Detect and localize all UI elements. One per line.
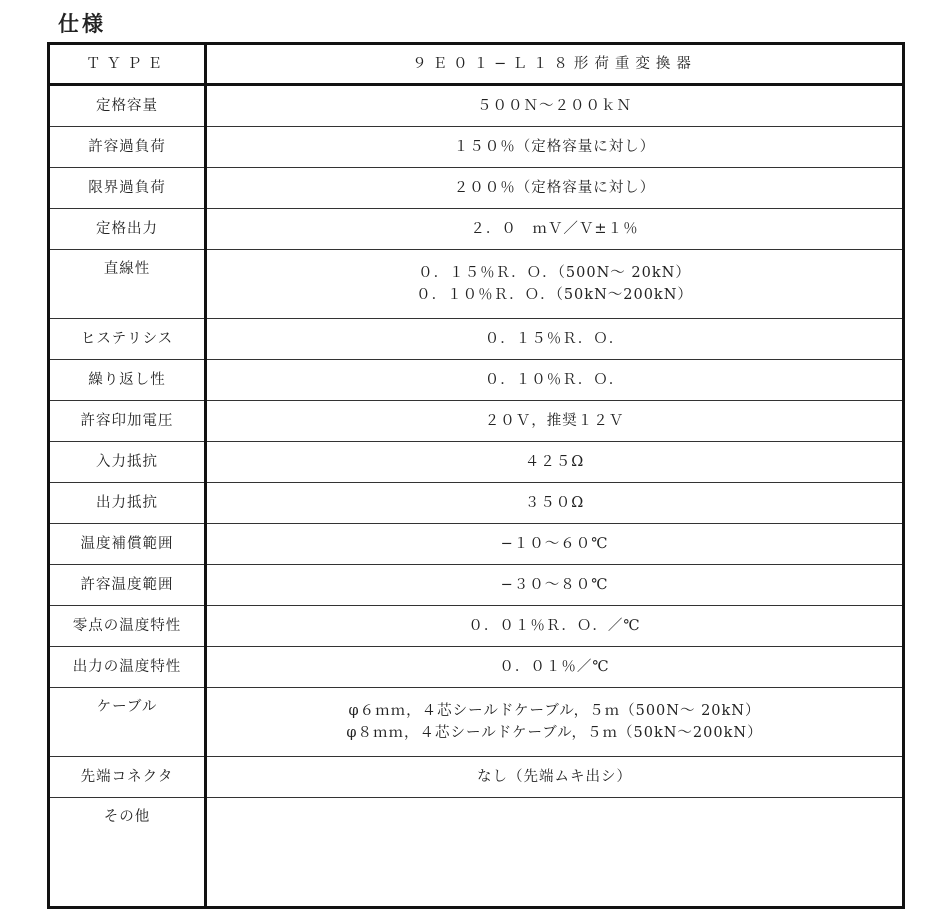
row-label: 許容温度範囲 <box>49 565 206 606</box>
table-row-type <box>49 44 904 85</box>
row-value-line: φ６ｍｍ，４芯シールドケーブル，５ｍ（500N～ 20kN） <box>348 703 761 719</box>
row-label: ケーブル <box>49 688 206 757</box>
row-label: その他 <box>49 798 206 908</box>
table-row <box>49 360 904 401</box>
row-value: ５００Ｎ～２００ｋＮ <box>206 85 904 127</box>
row-label: 定格容量 <box>49 85 206 127</box>
row-value: ０．０１％Ｒ．Ｏ．／℃ <box>206 606 904 647</box>
spec-table <box>47 42 905 909</box>
row-value-line: ０．１５％Ｒ．Ｏ．（500N～ 20kN） <box>418 265 691 281</box>
row-value: −１０～６０℃ <box>206 524 904 565</box>
row-label: 直線性 <box>49 250 206 319</box>
row-label: 入力抵抗 <box>49 442 206 483</box>
row-label: 出力の温度特性 <box>49 647 206 688</box>
row-value: １５０％（定格容量に対し） <box>206 127 904 168</box>
row-value: −３０～８０℃ <box>206 565 904 606</box>
row-value: ２００％（定格容量に対し） <box>206 168 904 209</box>
table-row <box>49 757 904 798</box>
row-label: ヒステリシス <box>49 319 206 360</box>
row-value <box>206 688 904 757</box>
table-row <box>49 483 904 524</box>
table-row <box>49 524 904 565</box>
row-label: 先端コネクタ <box>49 757 206 798</box>
table-row <box>49 85 904 127</box>
table-row <box>49 647 904 688</box>
type-label: ＴＹＰＥ <box>49 44 206 85</box>
table-row <box>49 209 904 250</box>
row-label: 温度補償範囲 <box>49 524 206 565</box>
table-row <box>49 401 904 442</box>
row-value-line: ０．１０％Ｒ．Ｏ．（50kN～200kN） <box>416 287 693 303</box>
table-row <box>49 442 904 483</box>
row-value: ０．１５％Ｒ．Ｏ． <box>206 319 904 360</box>
row-label: 許容印加電圧 <box>49 401 206 442</box>
table-row <box>49 565 904 606</box>
row-label: 限界過負荷 <box>49 168 206 209</box>
row-label: 許容過負荷 <box>49 127 206 168</box>
table-row <box>49 127 904 168</box>
row-value: ２０Ｖ，推奨１２Ｖ <box>206 401 904 442</box>
table-row <box>49 319 904 360</box>
table-row <box>49 168 904 209</box>
row-value: ０．１０％Ｒ．Ｏ． <box>206 360 904 401</box>
row-label: 定格出力 <box>49 209 206 250</box>
row-value: ４２５Ω <box>206 442 904 483</box>
row-value: ３５０Ω <box>206 483 904 524</box>
table-row <box>49 688 904 757</box>
row-value: なし（先端ムキ出シ） <box>206 757 904 798</box>
row-value-line: φ８ｍｍ，４芯シールドケーブル，５ｍ（50kN～200kN） <box>346 725 763 741</box>
row-value: ２．０ ｍＶ／Ｖ±１％ <box>206 209 904 250</box>
table-row <box>49 606 904 647</box>
table-row <box>49 250 904 319</box>
page-title: 仕様 <box>58 11 106 36</box>
row-label: 繰り返し性 <box>49 360 206 401</box>
row-label: 出力抵抗 <box>49 483 206 524</box>
type-value: ９Ｅ０１−Ｌ１８形荷重変換器 <box>206 44 904 85</box>
table-row <box>49 798 904 908</box>
row-label: 零点の温度特性 <box>49 606 206 647</box>
row-value: ０．０１％／℃ <box>206 647 904 688</box>
row-value-empty <box>206 798 904 908</box>
row-value <box>206 250 904 319</box>
